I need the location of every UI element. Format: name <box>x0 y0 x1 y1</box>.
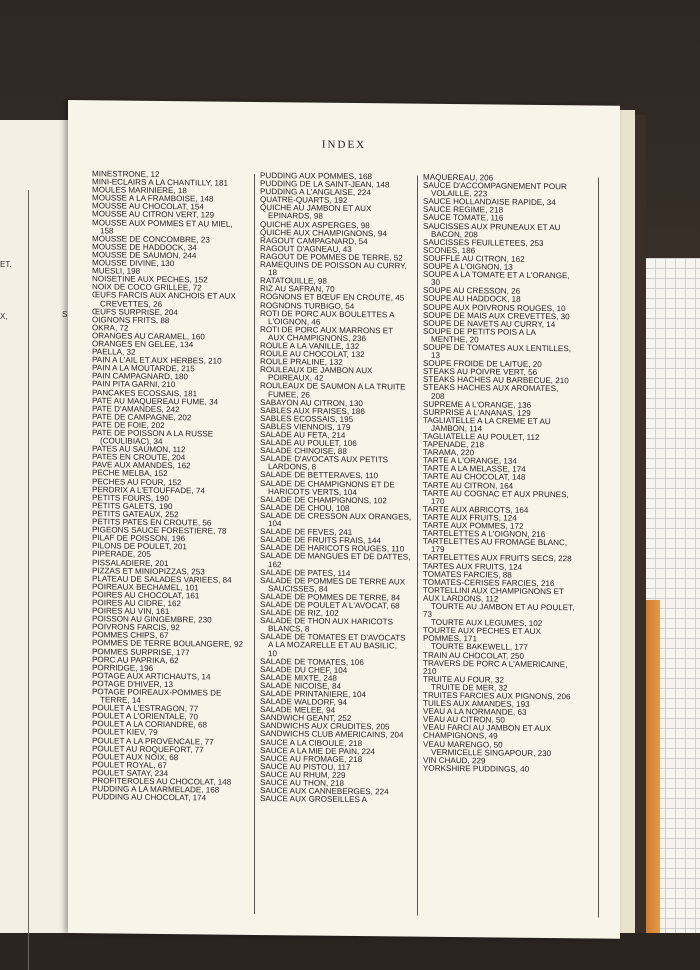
left-page <box>0 120 76 933</box>
index-entry: ROULE PRALINE, 132 <box>260 357 343 368</box>
index-entry: YORKSHIRE PUDDINGS, 40 <box>423 763 530 774</box>
index-entry: CHAMPIGNONS, 49 <box>423 731 498 741</box>
index-entry: SOUPE AUX POIVRONS ROUGES, 10 <box>423 302 566 313</box>
index-entry: POULET KIEV, 79 <box>92 727 158 738</box>
index-entry: SALADE DE RIZ, 102 <box>260 608 339 618</box>
index-entry: SALADE CHINOISE, 88 <box>260 446 347 457</box>
index-entry: VEAU MARENGO, 50 <box>423 739 503 750</box>
index-entry: POTAGE AUX ARTICHAUTS, 14 <box>92 671 211 682</box>
index-entry: TRUITE DE MER, 32 <box>431 682 508 693</box>
index-entry: PORRIDGE, 196 <box>92 662 154 673</box>
index-entry: PECHES AU FOUR, 152 <box>92 476 182 487</box>
index-entry: LARDONS, 8 <box>268 462 317 472</box>
index-entry: MOUSSE DE SAUMON, 244 <box>92 250 197 261</box>
left-page-text: S <box>62 310 68 319</box>
index-entry: POIREAUX BECHAMEL, 101 <box>92 582 199 593</box>
index-entry: ŒUFS SURPRISE, 204 <box>92 306 178 317</box>
index-entry: ROTI DE PORC AUX BOULETTES A <box>260 308 395 320</box>
index-entry: POIRES AU VIN, 161 <box>92 606 170 617</box>
index-entry: SAUCE AU RHUM, 229 <box>260 769 346 780</box>
index-entry: PATES AU SAUMON, 112 <box>92 444 186 455</box>
index-entry: 158 <box>100 225 114 236</box>
index-entry: ROULE A LA VANILLE, 132 <box>260 340 360 352</box>
index-entry: PECHE MELBA, 152 <box>92 468 168 479</box>
index-entry: RATATOUILLE, 98 <box>260 276 327 286</box>
index-entry: POIREAUX, 42 <box>268 373 324 384</box>
index-entry: 210 <box>423 666 437 676</box>
index-entry: TOMATES FARCIES, 88 <box>423 569 512 580</box>
index-entry: PUDDING A LA MARMELADE, 168 <box>92 784 220 795</box>
index-entry: L'OIGNON, 46 <box>268 316 321 327</box>
index-entry: MUESLI, 198 <box>92 266 141 276</box>
index-entry: SOUPE AU HADDOCK, 18 <box>423 294 521 305</box>
index-entry: PUDDING AUX POMMES, 168 <box>260 171 372 182</box>
index-entry: SALADE DE THON AUX HARICOTS <box>260 616 393 627</box>
index-entry: PATE DE POISSON A LA RUSSE <box>92 428 214 439</box>
index-entry: VERMICELLE SINGAPOUR, 230 <box>431 747 552 758</box>
index-entry: PAVE AUX AMANDES, 162 <box>92 460 191 471</box>
index-entry: RAGOUT CAMPAGNARD, 54 <box>260 235 368 246</box>
index-entry: SAUCE A LA MIE DE PAIN, 224 <box>260 745 376 756</box>
index-entry: PATES EN CROUTE, 204 <box>92 452 186 463</box>
index-entry: SAUCISSES AUX PRUNEAUX ET AU <box>423 221 561 232</box>
index-entry: MOUSSE AUX POMMES ET AU MIEL, <box>92 217 233 229</box>
index-entry: POISSON AU GINGEMBRE, 230 <box>92 614 212 625</box>
index-entry: 10 <box>268 648 278 658</box>
index-entry: PIZZAS ET MINIOPIZZAS, 253 <box>92 565 205 577</box>
index-entry: 208 <box>431 391 445 401</box>
index-entry: MOUSSE AU CHOCOLAT, 154 <box>92 201 204 212</box>
index-entry: TARTELETTES AUX FRUITS SECS, 228 <box>423 553 572 564</box>
index-entry: SURPRISE A L'ANANAS, 129 <box>423 407 531 418</box>
index-entry: POMMES SURPRISE, 177 <box>92 646 190 657</box>
index-entry: VEAU FARCI AU JAMBON ET AUX <box>423 723 552 734</box>
index-entry: POIRES AU CHOCOLAT, 161 <box>92 590 200 601</box>
index-entry: SALADE MIXTE, 248 <box>260 672 337 683</box>
index-entry: STEAKS HACHES AU BARBECUE, 210 <box>423 375 569 386</box>
index-entry: TRUITE AU FOUR, 32 <box>423 674 504 685</box>
left-page-rule <box>28 190 29 970</box>
index-entry: PERDRIX A L'ETOUFFADE, 74 <box>92 484 205 496</box>
index-entry: PATE DE CAMPAGNE, 202 <box>92 412 192 423</box>
index-entry: CREVETTES, 26 <box>100 298 163 309</box>
index-entry: PAIN PITA GARNI, 210 <box>92 379 176 390</box>
index-entry: POIVRONS FARCIS, 92 <box>92 622 180 633</box>
index-entry: 162 <box>268 559 282 569</box>
index-entry: PILONS DE POULET, 201 <box>92 541 187 552</box>
index-entry: PIGEONS SAUCE FORESTIERE, 78 <box>92 525 227 536</box>
index-entry: SOUFFLE AU CITRON, 162 <box>423 253 525 264</box>
index-entry: SAUCE A LA CIBOULE, 218 <box>260 737 363 748</box>
index-entry: SALADE DU CHEF, 104 <box>260 664 348 675</box>
index-entry: 13 <box>431 350 441 360</box>
index-entry: RIZ AU SAFRAN, 70 <box>260 284 335 295</box>
index-entry: TOURTE AUX PECHES ET AUX <box>423 625 541 637</box>
index-page <box>68 100 620 939</box>
index-entry: MAQUEREAU, 206 <box>423 172 494 183</box>
index-entry: MOULES MARINIERE, 18 <box>92 185 187 196</box>
index-entry: SOUPE AU CRESSON, 26 <box>423 286 521 297</box>
index-entry: POULET AU ROQUEFORT, 77 <box>92 743 204 755</box>
index-entry: QUICHE AUX CHAMPIGNONS, 94 <box>260 227 387 238</box>
index-entry: MOUSSE A LA FRAMBOISE, 148 <box>92 193 214 204</box>
index-entry: 73 <box>423 609 433 619</box>
index-entry: SALADE AU POULET, 106 <box>260 438 357 449</box>
index-entry: SAUCE AU THON, 218 <box>260 778 344 788</box>
index-entry: POIRES AU CIDRE, 162 <box>92 598 182 609</box>
index-entry: ROGNONS ET BŒUF EN CROUTE, 45 <box>260 292 405 303</box>
index-entry: OIGNONS FRITS, 88 <box>92 314 170 325</box>
index-entry: 104 <box>268 519 282 529</box>
index-entry: PAIN A LA MOUTARDE, 215 <box>92 363 195 374</box>
index-entry: BACON, 208 <box>431 229 478 239</box>
index-entry: TARTE AUX POMMES, 172 <box>423 520 524 531</box>
index-entry: SABLES AUX FRAISES, 186 <box>260 405 365 416</box>
index-entry: MENTHE, 20 <box>431 334 479 345</box>
index-entry: SABLES ECOSSAIS, 195 <box>260 413 354 424</box>
index-entry: MINI-ECLAIRS A LA CHANTILLY, 181 <box>92 177 229 188</box>
index-entry: SALADE DE TOMATES, 106 <box>260 656 364 667</box>
index-entry: 179 <box>431 545 445 555</box>
index-entry: HARICOTS VERTS, 104 <box>268 486 357 497</box>
index-entry: PIPERADE, 205 <box>92 549 151 560</box>
index-entry: MOUSSE DIVINE, 130 <box>92 258 175 269</box>
index-entry: POTAGE POIREAUX-POMMES DE <box>92 687 222 698</box>
index-entry: ROULEAUX DE JAMBON AUX <box>260 365 373 376</box>
index-entry: SOUPE A L'OIGNON, 13 <box>423 261 513 272</box>
index-entry: TOURTE BAKEWELL, 177 <box>431 642 528 653</box>
index-entry: PORC AU PAPRIKA, 62 <box>92 654 179 665</box>
index-entry: TAGLIATELLE AU POULET, 112 <box>423 431 540 442</box>
index-entry: AUX LARDONS, 112 <box>423 593 499 604</box>
index-entry: SOUPE DE TOMATES AUX LENTILLES, <box>423 342 571 354</box>
index-entry: SANDWICHS CLUB AMERICAINS, 204 <box>260 729 404 740</box>
index-entry: QUATRE-QUARTS, 192 <box>260 195 348 206</box>
index-entry: SALADE WALDORF, 94 <box>260 697 347 708</box>
index-entry: TARTE AU COGNAC ET AUX PRUNES, <box>423 488 569 499</box>
index-entry: SALADE DE POMMES DE TERRE, 84 <box>260 591 401 603</box>
index-entry: POMMES DE TERRE BOULANGERE, 92 <box>92 638 243 650</box>
index-entry: QUICHE AU JAMBON ET AUX <box>260 203 372 214</box>
left-page-text: ET. <box>0 260 12 269</box>
index-entry: (COULIBIAC), 34 <box>100 436 163 447</box>
index-entry: POMMES CHIPS, 67 <box>92 630 169 641</box>
index-entry: PUDDING AU CHOCOLAT, 174 <box>92 792 207 803</box>
index-entry: ORANGES AU CARAMEL, 160 <box>92 331 205 342</box>
index-entry: POULET AUX NOIX, 68 <box>92 752 179 762</box>
index-entry: SALADE DE PATES, 114 <box>260 567 351 578</box>
index-entry: POULET A LA PROVENCALE, 77 <box>92 735 214 747</box>
index-entry: SALADE D'AVOCATS AUX PETITS <box>260 454 389 465</box>
left-page-text: X, <box>0 312 8 321</box>
index-entry: PUDDING A L'ANGLAISE, 224 <box>260 187 371 198</box>
index-entry: SOUPE DE PETITS POIS A LA <box>423 326 536 337</box>
index-entry: RAGOUT DE POMMES DE TERRE, 52 <box>260 251 403 263</box>
index-entry: TARAMA, 220 <box>423 447 475 458</box>
index-entry: SOUPE A LA TOMATE ET A L'ORANGE, <box>423 269 570 281</box>
index-entry: PUDDING DE LA SAINT-JEAN, 148 <box>260 179 390 190</box>
index-entry: TARTE AUX ABRICOTS, 164 <box>423 504 529 515</box>
index-entry: PETITS PATES EN CROUTE, 56 <box>92 517 212 528</box>
index-entry: SANDWICHS AUX CRUDITES, 205 <box>260 721 390 732</box>
index-entry: PETITS FOURS, 190 <box>92 493 169 503</box>
index-entry: TRUITES FARCIES AUX PIGNONS, 206 <box>423 690 571 702</box>
index-entry: SALADE DE MANGUES ET DE DATTES, <box>260 551 411 562</box>
index-entry: VOLAILLE, 223 <box>431 188 488 199</box>
index-entry: SALADE DE TOMATES ET D'AVOCATS <box>260 632 406 643</box>
index-entry: FUMEE, 26 <box>268 389 310 400</box>
index-entry: TARTE AU CITRON, 164 <box>423 480 514 491</box>
index-entry: ROGNONS TURBIGO, 54 <box>260 300 355 311</box>
index-entry: EPINARDS, 98 <box>268 211 323 222</box>
index-entry: SALADE DE CHOU, 108 <box>260 502 350 513</box>
index-entry: PAELLA, 32 <box>92 347 136 357</box>
index-entry: STEAKS HACHES AUX AROMATES, <box>423 383 559 394</box>
index-entry: TOURTE AUX LEGUMES, 102 <box>431 617 543 629</box>
index-entry: SALADE DE CRESSON AUX ORANGES, <box>260 510 412 522</box>
index-entry: SALADE MELEE, 94 <box>260 705 336 715</box>
index-entry: A LA MOZARELLE ET AU BASILIC, <box>268 640 397 651</box>
index-entry: SALADE AU FETA, 214 <box>260 430 346 440</box>
index-column-2 <box>260 172 420 805</box>
index-entry: PETITS GATEAUX, 252 <box>92 509 179 520</box>
index-entry: PAIN A L'AIL ET AUX HERBES, 210 <box>92 355 222 366</box>
index-entry: SAUCE REGIME, 218 <box>423 205 504 215</box>
index-entry: ROULEAUX DE SAUMON A LA TRUITE <box>260 381 406 392</box>
index-entry: SALADE DE HARICOTS ROUGES, 110 <box>260 543 405 554</box>
index-entry: TRAVERS DE PORC A L'AMERICAINE, <box>423 658 568 669</box>
index-entry: TARTES AUX FRUITS, 124 <box>423 561 523 572</box>
index-entry: SALADE DE POULET A L'AVOCAT, 68 <box>260 599 400 611</box>
index-entry: TRAIN AU CHOCOLAT, 250 <box>423 650 525 661</box>
index-entry: TARTELETTES A L'OIGNON, 216 <box>423 528 546 540</box>
index-entry: NOIX DE COCO GRILLEE, 72 <box>92 282 202 293</box>
index-entry: NOISETINE AUX PECHES, 152 <box>92 274 208 285</box>
index-entry: SAUCISSES FEUILLETEES, 253 <box>423 237 544 248</box>
index-entry: SABAYON AU CITRON, 130 <box>260 397 363 408</box>
index-entry: BLANCS, 8 <box>268 624 310 634</box>
index-entry: RAMEQUINS DE POISSON AU CURRY, <box>260 260 407 271</box>
index-entry: 30 <box>431 278 441 288</box>
index-entry: TERRE, 14 <box>100 695 141 705</box>
index-entry: MOUSSE DE HADDOCK, 34 <box>92 242 197 253</box>
index-entry: JAMBON, 114 <box>431 423 483 434</box>
index-entry: ORANGES EN GELEE, 134 <box>92 339 194 350</box>
index-entry: 170 <box>431 496 445 506</box>
index-entry: PAIN CAMPAGNARD, 180 <box>92 371 188 382</box>
index-entry: TORTELLINI AUX CHAMPIGNONS ET <box>423 585 564 596</box>
index-entry: POULET A LA CORIANDRE, 68 <box>92 719 208 730</box>
index-entry: SALADE PRINTANIERE, 104 <box>260 689 367 700</box>
index-entry: SALADE DE BETTERAVES, 110 <box>260 470 379 481</box>
index-entry: POTAGE D'HIVER, 13 <box>92 679 174 690</box>
index-entry: ROULE AU CHOCOLAT, 132 <box>260 349 365 360</box>
index-entry: SOUPE DE NAVETS AU CURRY, 14 <box>423 318 556 329</box>
index-entry: MOUSSE DE CONCOMBRE, 23 <box>92 234 210 245</box>
index-entry: TARTE A LA MELASSE, 174 <box>423 464 526 475</box>
index-entry: TAGLIATELLE A LA CREME ET AU <box>423 415 551 426</box>
index-entry: STEAKS AU POIVRE VERT, 56 <box>423 366 538 378</box>
index-entry: POULET ROYAL, 67 <box>92 760 167 770</box>
index-entry: SALADE DE FEVES, 241 <box>260 527 353 538</box>
index-entry: AUX CHAMPIGNONS, 236 <box>268 332 367 343</box>
index-entry: ROTI DE PORC AUX MARRONS ET <box>260 324 394 336</box>
index-entry: TUILES AUX AMANDES, 193 <box>423 698 530 709</box>
index-entry: POULET A L'ESTRAGON, 77 <box>92 703 199 714</box>
index-entry: POULET SATAY, 234 <box>92 768 169 778</box>
page-title: INDEX <box>321 138 367 152</box>
index-entry: POULET A L'ORIENTALE, 70 <box>92 711 199 722</box>
index-entry: SALADE DE FRUITS FRAIS, 144 <box>260 535 381 546</box>
index-entry: TOURTE AU JAMBON ET AU POULET, <box>431 601 575 613</box>
index-entry: PETITS GALETS, 190 <box>92 501 173 511</box>
index-entry: SAUCE TOMATE, 116 <box>423 213 504 224</box>
index-entry: PATE AU MAQUEREAU FUME, 34 <box>92 395 219 407</box>
index-entry: VEAU A LA NORMANDE, 63 <box>423 706 527 717</box>
index-entry: TARTE A L'ORANGE, 134 <box>423 455 517 466</box>
index-entry: PATE D'AMANDES, 242 <box>92 403 180 414</box>
index-entry: MOUSSE AU CITRON VERT, 129 <box>92 209 215 220</box>
index-entry: PROFITEROLES AU CHOCOLAT, 148 <box>92 776 232 787</box>
index-entry: SOUPE DE MAIS AUX CREVETTES, 30 <box>423 310 570 321</box>
index-entry: TOMATES-CERISES FARCIES, 216 <box>423 577 555 588</box>
index-entry: 18 <box>268 268 278 278</box>
index-entry: TARTE AUX FRUITS, 124 <box>423 512 517 523</box>
index-entry: OKRA, 72 <box>92 323 129 333</box>
index-entry: PISSALADIERE, 201 <box>92 557 169 568</box>
index-entry: RAGOUT D'AGNEAU, 43 <box>260 243 352 254</box>
index-entry: SALADE DE POMMES DE TERRE AUX <box>260 575 406 587</box>
index-entry: TARTELETTES AU FROMAGE BLANC, <box>423 536 568 548</box>
index-entry: TARTE AU CHOCOLAT, 148 <box>423 472 526 483</box>
index-entry: PANCAKES ECOSSAIS, 181 <box>92 387 198 398</box>
index-entry: PLATEAU DE SALADES VARIEES, 84 <box>92 573 232 585</box>
index-entry: POMMES, 171 <box>423 634 477 644</box>
index-entry: SAUCE AU FROMAGE, 218 <box>260 753 363 764</box>
index-entry: MINESTRONE, 12 <box>92 169 160 179</box>
column-rule <box>254 174 255 914</box>
index-entry: SCONES, 186 <box>423 245 476 256</box>
index-entry: VIN CHAUD, 229 <box>423 755 486 766</box>
index-column-3 <box>423 174 603 775</box>
index-entry: SAUCE AUX GROSEILLES A <box>260 794 368 805</box>
index-entry: SALADE DE CHAMPIGNONS ET DE <box>260 478 395 489</box>
index-entry: SAUCE D'ACCOMPAGNEMENT POUR <box>423 180 567 192</box>
index-entry: SAUCISSES, 84 <box>268 583 328 594</box>
index-entry: PILAF DE POISSON, 196 <box>92 533 186 544</box>
index-entry: SUPREME A L'ORANGE, 136 <box>423 399 532 410</box>
index-entry: SABLES VIENNOIS, 179 <box>260 421 351 432</box>
index-entry: TAPENADE, 218 <box>423 439 485 450</box>
index-entry: VEAU AU CITRON, 50 <box>423 714 505 725</box>
index-entry: ŒUFS FARCIS AUX ANCHOIS ET AUX <box>92 290 236 302</box>
index-entry: QUICHE AUX ASPERGES, 98 <box>260 219 370 230</box>
index-entry: SALADE DE CHAMPIGNONS, 102 <box>260 494 387 506</box>
index-entry: SOUPE FROIDE DE LAITUE, 20 <box>423 358 542 370</box>
index-entry: SAUCE HOLLANDAISE RAPIDE, 34 <box>423 196 556 208</box>
index-entry: PATE DE FOIE, 202 <box>92 420 165 430</box>
index-entry: SAUCE AUX CANNEBERGES, 224 <box>260 786 389 797</box>
index-entry: SAUCE AU PISTOU, 117 <box>260 761 351 772</box>
index-column-1 <box>92 170 252 803</box>
index-entry: SANDWICH GEANT, 252 <box>260 713 352 724</box>
index-entry: SALADE NICOISE, 84 <box>260 680 341 691</box>
